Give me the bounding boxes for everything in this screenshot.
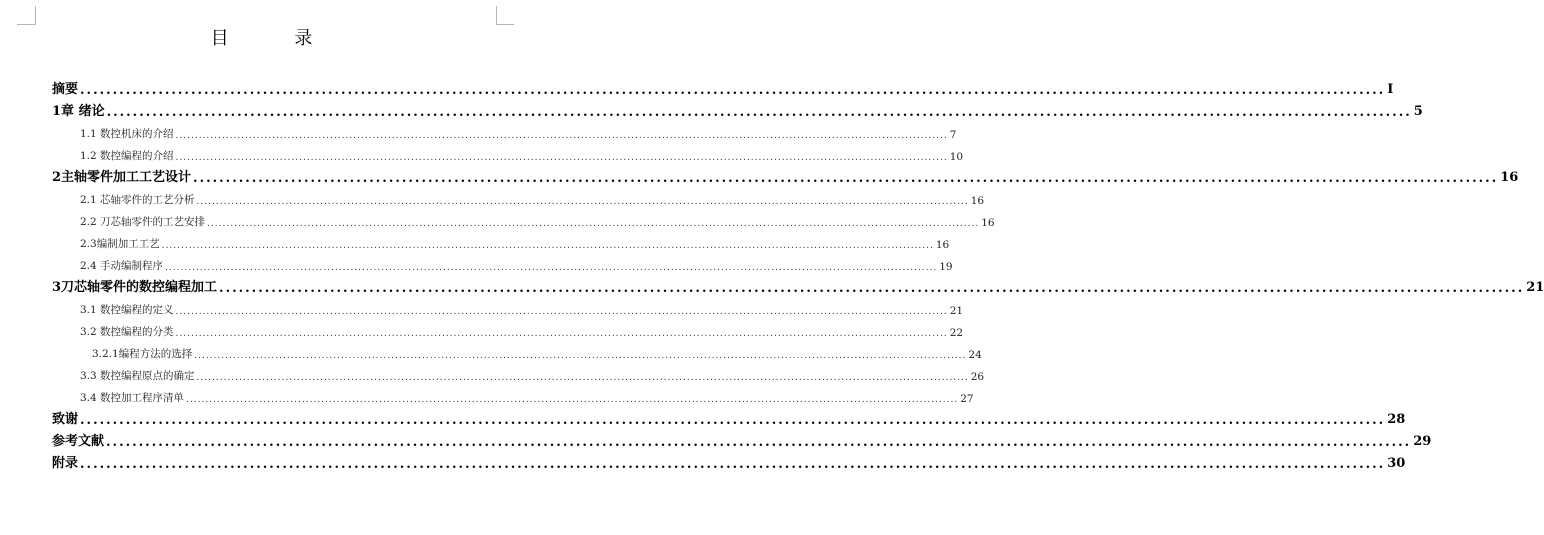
dot-leader: ........................................................................................................................................................................................................ [193, 171, 1499, 186]
dot-leader: ........................................................................................................................................................................................................ [106, 435, 1412, 450]
dot-leader: ........................................................................................................................................................................................................ [80, 83, 1386, 98]
toc-entry[interactable] [52, 429, 1432, 451]
dot-leader: ........................................................................................................................................................................................................ [194, 351, 967, 361]
toc-entry-label: 1.2 数控编程的介绍 [80, 150, 174, 162]
toc-entry-label: 2.2 刀芯轴零件的工艺安排 [80, 216, 206, 228]
toc-entry-page-number: 10 [949, 151, 964, 163]
toc-entry[interactable] [52, 275, 1544, 297]
toc-entry-label: 2主轴零件加工工艺设计 [52, 170, 192, 185]
toc-entry[interactable] [52, 319, 964, 341]
toc-entry-page-number: 26 [970, 371, 985, 383]
toc-entry-page-number: 21 [1526, 280, 1544, 295]
dot-leader: ........................................................................................................................................................................................................ [175, 307, 948, 317]
toc-entry[interactable] [52, 253, 953, 275]
toc-entry-label: 1.1 数控机床的介绍 [80, 128, 174, 140]
toc-entry-label: 3刀芯轴零件的数控编程加工 [52, 280, 218, 295]
dot-leader: ........................................................................................................................................................................................................ [175, 329, 948, 339]
toc-entry[interactable] [52, 121, 957, 143]
toc-entry[interactable] [52, 231, 950, 253]
dot-leader: ........................................................................................................................................................................................................ [175, 153, 948, 163]
toc-entry[interactable] [52, 209, 995, 231]
toc-entry-page-number: 16 [935, 239, 950, 251]
toc-entry-page-number: 19 [939, 261, 953, 273]
toc-entry[interactable] [52, 297, 964, 319]
toc-entry-label: 1章 绪论 [52, 104, 105, 119]
toc-entry-label: 3.1 数控编程的定义 [80, 304, 174, 316]
toc-entry-page-number: 7 [949, 129, 957, 141]
dot-leader: ........................................................................................................................................................................................................ [175, 131, 948, 141]
toc-entry-label: 3.3 数控编程原点的确定 [80, 370, 195, 382]
toc-entry[interactable] [52, 407, 1406, 429]
toc-entry-page-number: 30 [1387, 456, 1406, 471]
toc-entry[interactable] [52, 187, 985, 209]
dot-leader: ........................................................................................................................................................................................................ [196, 197, 969, 207]
table-of-contents [52, 77, 1544, 473]
toc-entry-label: 致谢 [52, 412, 79, 427]
dot-leader: ........................................................................................................................................................................................................ [219, 281, 1525, 296]
toc-entry-page-number: 28 [1387, 412, 1406, 427]
toc-entry-label: 附录 [52, 456, 79, 471]
dot-leader: ........................................................................................................................................................................................................ [165, 263, 938, 273]
toc-entry[interactable] [52, 99, 1423, 121]
toc-entry[interactable] [52, 451, 1406, 473]
toc-entry-page-number: I [1387, 82, 1394, 97]
dot-leader: ........................................................................................................................................................................................................ [207, 219, 980, 229]
dot-leader: ........................................................................................................................................................................................................ [80, 413, 1386, 428]
toc-entry[interactable] [52, 341, 982, 363]
toc-entry-page-number: 16 [981, 217, 995, 229]
toc-entry-label: 参考文献 [52, 434, 105, 449]
toc-entry-page-number: 21 [949, 305, 964, 317]
toc-entry-page-number: 16 [970, 195, 985, 207]
dot-leader: ........................................................................................................................................................................................................ [106, 105, 1412, 120]
toc-entry[interactable] [52, 363, 985, 385]
toc-entry-label: 摘要 [52, 82, 79, 97]
toc-title: 目 录 [210, 28, 343, 49]
toc-entry-page-number: 29 [1413, 434, 1432, 449]
toc-entry-label: 3.2.1编程方法的选择 [92, 348, 193, 360]
toc-entry-page-number: 27 [960, 393, 974, 405]
toc-entry-page-number: 22 [949, 327, 964, 339]
toc-entry-label: 2.4 手动编制程序 [80, 260, 164, 272]
dot-leader: ........................................................................................................................................................................................................ [80, 457, 1386, 472]
dot-leader: ........................................................................................................................................................................................................ [196, 373, 969, 383]
toc-entry-label: 3.4 数控加工程序清单 [80, 392, 185, 404]
toc-entry-label: 2.1 芯轴零件的工艺分析 [80, 194, 195, 206]
toc-entry[interactable] [52, 165, 1519, 187]
toc-entry[interactable] [52, 385, 974, 407]
toc-entry-page-number: 5 [1413, 104, 1423, 119]
dot-leader: ........................................................................................................................................................................................................ [161, 241, 934, 251]
toc-entry-label: 3.2 数控编程的分类 [80, 326, 174, 338]
toc-entry-page-number: 24 [968, 349, 982, 361]
dot-leader: ........................................................................................................................................................................................................ [186, 395, 959, 405]
toc-entry[interactable] [52, 143, 964, 165]
toc-entry[interactable] [52, 77, 1394, 99]
toc-entry-page-number: 16 [1500, 170, 1519, 185]
toc-entry-label: 2.3编制加工工艺 [80, 238, 160, 250]
